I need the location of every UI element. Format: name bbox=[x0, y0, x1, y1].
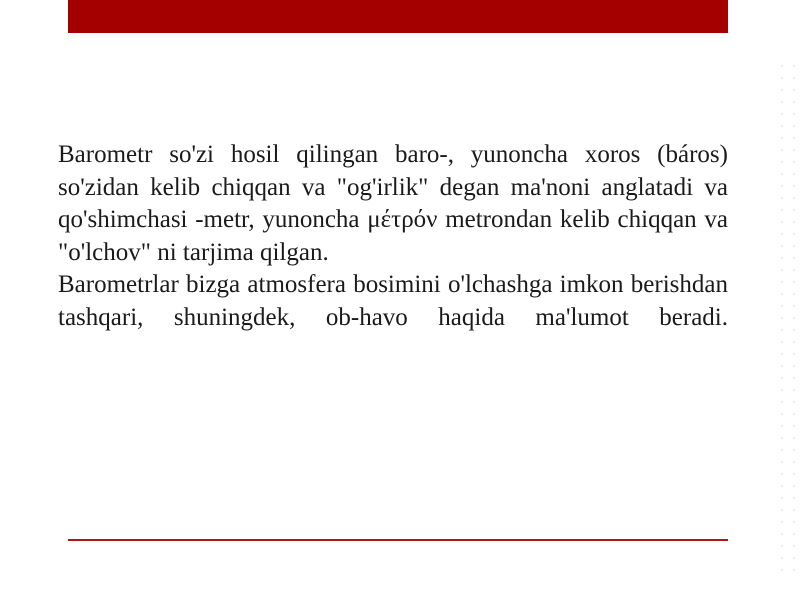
decorative-dot-pattern bbox=[776, 60, 800, 580]
paragraph-purpose: Barometrlar bizga atmosfera bosimini o'lchashga imkon berishdan tashqari, shuningdek, ob-havo haqida ma'lumot beradi. bbox=[58, 271, 728, 331]
top-accent-bar bbox=[68, 0, 728, 33]
slide-body-text bbox=[58, 139, 728, 334]
paragraph-etymology: Barometr so'zi hosil qilingan baro-, yunoncha xoros (báros) so'zidan kelib chiqqan va "og'irlik" degan ma'noni anglatadi va qo'shimchasi -metr, yunoncha μέτρόν metrondan kelib chiqqan va "o'lchov" ni tarjima qilgan. bbox=[58, 141, 728, 266]
bottom-divider-line bbox=[68, 539, 728, 541]
